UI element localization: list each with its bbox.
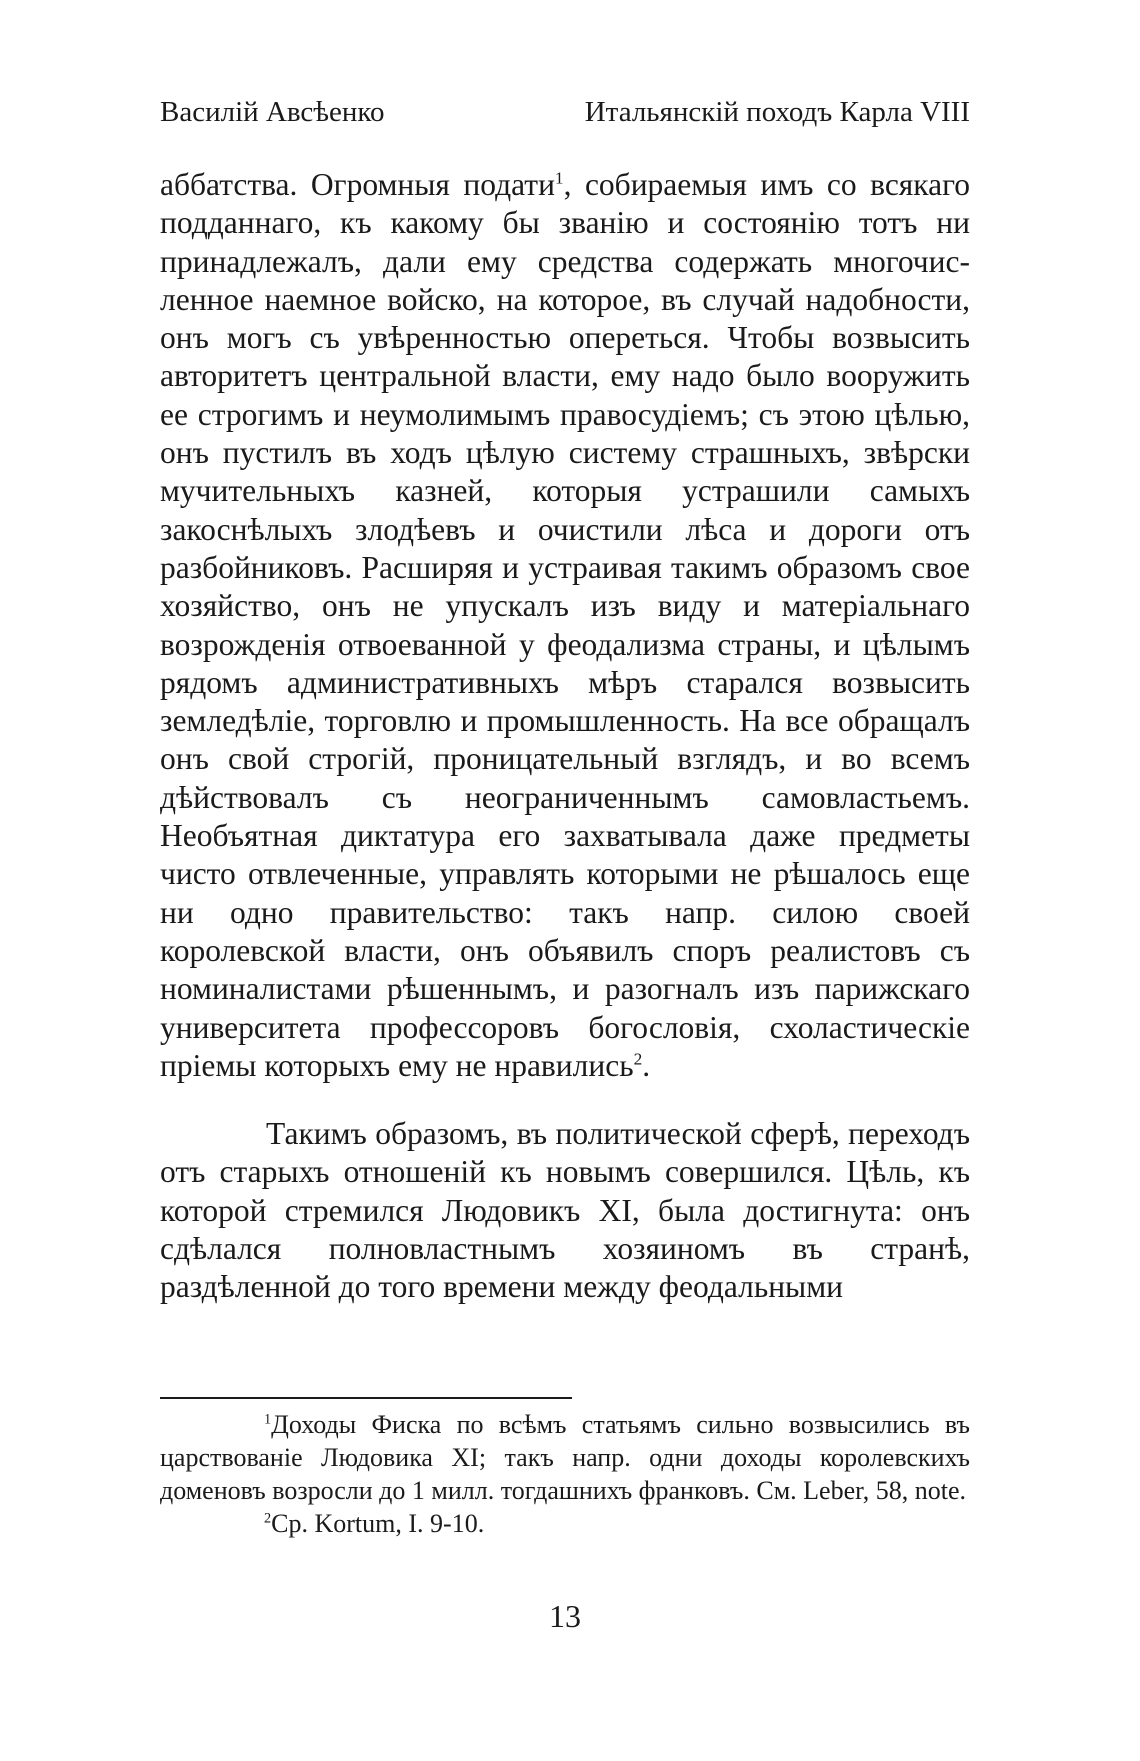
footnote-1 [160, 1408, 970, 1507]
footnote-2-text: Ср. Kortum, I. 9-10. [271, 1509, 485, 1538]
page-number: 13 [549, 1598, 581, 1634]
paragraph-1-part-2: , собираемыя имъ со всякаго подданнаго, къ какому бы званію и состоянію тотъ ни принадлежалъ, дали ему средства содержать многочисленное наемное войско, на которое, въ случай надобности, онъ могъ съ увѣренностью опереться. Чтобы возвысить авторитетъ центральной власти, ему надо было вооружить ее строгимъ и неумолимымъ правосудіемъ; съ этою цѣлью, онъ пустилъ въ ходъ цѣлую систему страшныхъ, звѣрски мучительныхъ казней, которыя устрашили самыхъ закоснѣлыхъ злодѣевъ и очистили лѣса и дороги отъ разбойниковъ. Расширяя и устраивая такимъ образомъ свое хозяйство, онъ не упускалъ изъ виду и матеріальнаго возрожденія отвоеванной у феодализма страны, и цѣлымъ рядомъ административныхъ мѣръ старался возвысить земледѣліе, торговлю и промышленность. На все обращалъ онъ свой строгій, проницательный взглядъ, и во всемъ дѣйствовалъ съ неограниченнымъ самовластьемъ. Необъятная диктатура его захватывала даже предметы чисто отвлеченные, управлять которыми не рѣшалось еще ни одно правительство: такъ напр. силою своей королевской власти, онъ объявилъ споръ реалистовъ съ номиналистами рѣшеннымъ, и разогналъ изъ парижскаго университета профессоровъ богословія, схоластическіе пріемы которыхъ ему не нравились [160, 167, 970, 1083]
header-author: Василій Авсѣенко [160, 96, 385, 128]
paragraph-1-part-1: аббатства. Огромныя подати [160, 167, 555, 202]
footnote-1-text: Доходы Фиска по всѣмъ статьямъ сильно возвысились въ царствованіе Людовика XI; такъ напр. одни доходы королевскихъ доменовъ возросли до 1 милл. тогдашнихъ франковъ. См. Leber, 58, note. [160, 1410, 970, 1505]
main-text [160, 166, 970, 1307]
footnote-1-marker: 1 [264, 1411, 272, 1428]
header-title: Итальянскій походъ Карла VIII [584, 96, 970, 128]
footnote-separator [160, 1397, 572, 1399]
running-header [160, 96, 970, 136]
paragraph-1-part-3: . [642, 1047, 651, 1083]
footnote-2 [160, 1507, 970, 1540]
footnote-ref-1: 1 [554, 168, 564, 188]
paragraph-2: Такимъ образомъ, въ политической сферѣ, переходъ отъ старыхъ отношеній къ новымъ совершился. Цѣль, къ которой стремился Людовикъ XI, была достигнута: онъ сдѣлался полновластнымъ хозяиномъ въ странѣ, раздѣленной до того времени между феодальными [160, 1116, 970, 1305]
footnote-2-marker: 2 [264, 1510, 272, 1527]
paragraph-1 [160, 166, 970, 1085]
footnote-ref-2: 2 [633, 1049, 643, 1069]
book-page [160, 0, 970, 1761]
footnotes [160, 1408, 970, 1540]
